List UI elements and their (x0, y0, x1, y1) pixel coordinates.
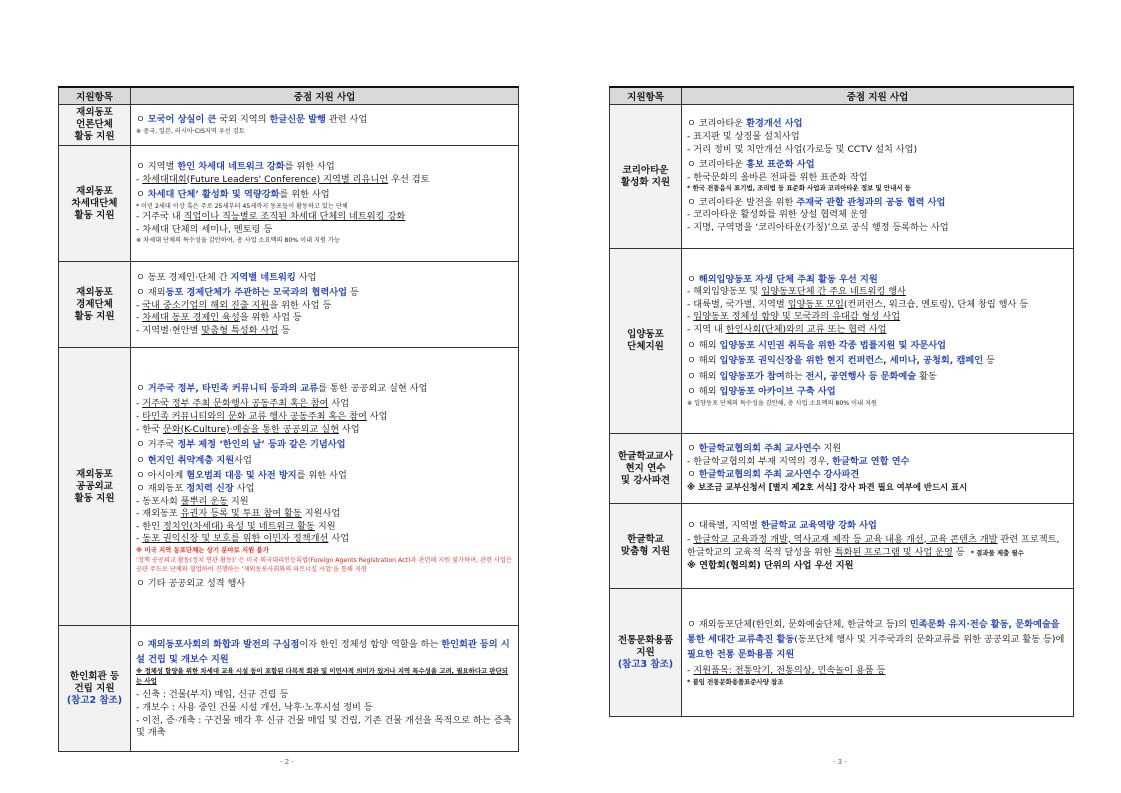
list-item: ㅇ 코리아타운 발전을 위한 주재국 관할 관청과의 공동 협력 사업 (687, 196, 946, 208)
row-content (131, 105, 519, 146)
list-item: - 지명, 구역명을 ‘코리아타운(가칭)’으로 공식 행정 등록하는 사업 (687, 222, 949, 234)
list-item: ㅇ 지역별 한인 차세대 네트워크 강화를 위한 사업 (136, 161, 335, 173)
note: ※ 보조금 교부신청서 [별지 제2호 서식] 강사 파견 필요 여부에 반드시 표시 (687, 482, 968, 493)
row-category: 재외동포 언론단체 활동 지원 (59, 105, 131, 146)
list-item: ㅇ 한글학교협의회 주최 교사연수 강사파견 (687, 468, 860, 480)
row-content (131, 348, 519, 626)
header-programs: 중점 지원 사업 (682, 87, 1074, 105)
support-table-right (609, 86, 1074, 717)
list-item: ㅇ 재외동포사회의 화합과 발전의 구심점이자 한인 정체성 함양 역할을 하는 한인회관 등의 시설 건립 및 개보수 지원 (136, 639, 510, 666)
header-category: 지원항목 (610, 87, 682, 105)
row-content (131, 262, 519, 348)
table-header (59, 87, 519, 105)
row-category: 전통문화용품 지원 (참고3 참조) (610, 589, 682, 717)
row-content (131, 146, 519, 262)
table-row (59, 105, 519, 146)
table-row (59, 626, 519, 752)
list-item: - 거주국 정부 주최 문화행사 공동주최 혹은 참여 사업 (136, 398, 350, 410)
row-category: 코리아타운 활성화 지원 (610, 105, 682, 249)
list-item: ㅇ 아시아계 혐오범죄 대응 및 사전 방지를 위한 사업 (136, 470, 347, 482)
note: * 한국 전통음식 표기법, 조리법 등 표준화 사업과 코리아타운 정보 및 안내서 등 (687, 184, 911, 193)
list-item: - 지원품목: 전통악기, 전통의상, 민속놀이 용품 등 (687, 665, 886, 677)
list-item: ㅇ 코리아타운 홍보 표준화 사업 (687, 159, 815, 171)
list-item: - 차세대 동포 경제인 육성을 위한 사업 등 (136, 312, 302, 324)
row-content (682, 105, 1074, 249)
list-item: - 표지판 및 상징물 설치사업 (687, 130, 800, 142)
row-content (682, 504, 1074, 589)
list-item: - 개보수 : 사용 중인 건물 시설 개선, 낙후·노후시설 정비 등 (136, 702, 373, 713)
list-item: - 코리아타운 활성화를 위한 상설 협력체 운영 (687, 209, 868, 221)
list-item: - 한글학교협의회 부재 지역의 경우, 한글학교 연합 연수 (687, 455, 910, 467)
list-item: - 한국문화의 올바른 전파를 위한 표준화 작업 (687, 171, 868, 183)
row-category: 재외동포 공공외교 활동 지원 (59, 348, 131, 626)
row-content (682, 434, 1074, 504)
list-item: - 지역 내 한인사회(단체)와의 교류 또는 협력 사업 (687, 323, 887, 335)
list-item: - 동포 권익신장 및 보호를 위한 이민자 정책개선 사업 (136, 533, 350, 545)
note: ※ 연합회(협의회) 단위의 사업 우선 지원 (687, 559, 854, 571)
list-item: ㅇ 동포 경제인·단체 간 지역별 네트워킹 사업 (136, 271, 317, 283)
list-item: - 타민족 커뮤니티와의 문화 교류 행사 공동주최 혹은 참여 사업 (136, 411, 388, 423)
list-item: - 지역별·현안별 맞춤형 특성화 사업 등 (136, 324, 290, 336)
list-item: - 한인 정치인(차세대) 육성 및 네트워크 활동 지원 (136, 520, 336, 532)
list-item: - 입양동포 정체성 함양 및 모국과의 유대감 형성 사업 (687, 311, 901, 323)
note: ※ 입양동포 단체의 특수성을 감안해, 총 사업 소요액의 80% 이내 지원 (687, 399, 877, 407)
list-item: - 동포사회 풀뿌리 운동 지원 (136, 495, 249, 507)
list-item: ㅇ 기타 공공외교 성격 행사 (136, 577, 246, 589)
table-row (59, 262, 519, 348)
note: ※ 정체성 함양을 위한 차세대 교육 시설 등이 포함된 다목적 회관 및 이민사적 의미가 있거나 지역 특수성을 고려, 필요하다고 판단되는 사업 (136, 667, 508, 685)
list-item: - 국내 중소기업의 해외 진출 지원을 위한 사업 등 (136, 299, 332, 311)
note: ※ 중국, 일본, 러시아·CIS지역 우선 검토 (136, 127, 245, 135)
page-2 (58, 86, 519, 752)
list-item: - 이전, 증·개축 : 구건물 매각 후 신규 건물 매입 및 건립, 기존 건물 개선을 목적으로 하는 증축 및 개축 (136, 714, 512, 739)
page-3 (609, 86, 1074, 717)
row-content (682, 589, 1074, 717)
list-item: ㅇ 해외 입양동포가 참여하는 전시, 공연행사 등 문화예술 활동 (687, 370, 937, 382)
note: ※ 차세대 단체의 특수성을 감안하여, 총 사업 소요액의 80% 이내 지원 가능 (136, 237, 340, 245)
list-item: - 신축 : 건물(부지) 매입, 신규 건립 등 (136, 689, 289, 701)
list-item: ㅇ 해외입양동포 자생 단체 주최 활동 우선 지원 (687, 273, 878, 285)
row-content (682, 249, 1074, 434)
list-item: - 한국 문화(K-Culture)·예술을 통한 공공외교 실현 사업 (136, 423, 360, 435)
row-category: 한글학교 맞춤형 지원 (610, 504, 682, 589)
row-category: 입양동포 단체지원 (610, 249, 682, 434)
table-header (610, 87, 1074, 105)
warning-note: ※ 미국 지역 동포단체는 상기 분야로 지원 불가 (136, 545, 269, 554)
row-category: 한인회관 등 건립 지원 (참고2 참조) (59, 626, 131, 752)
list-item: ㅇ 모국어 상실이 큰 국외 지역의 한글신문 발행 관련 사업 (136, 113, 368, 125)
row-category: 재외동포 경제단체 활동 지원 (59, 262, 131, 348)
list-item: ㅇ 해외 입양동포 시민권 취득을 위한 각종 법률지원 및 자문사업 (687, 339, 946, 351)
list-item: ㅇ 차세대 단체’ 활성화 및 역량강화를 위한 사업 (136, 189, 330, 201)
table-row (610, 105, 1074, 249)
table-row (610, 434, 1074, 504)
list-item: - 재외동포 유권자 등록 및 투표 참여 활동 지원사업 (136, 508, 341, 520)
table-row (59, 348, 519, 626)
note: * 이민 2세대 이상 혹은 주로 25세부터 45세까지 동포들이 활동하고 있는 단체 (136, 202, 348, 210)
note: * 붙임 전통문화용품표준사양 참조 (687, 678, 784, 686)
warning-detail: ‘정책 공공외교 활동(정치 연관 활동)’ 은 미국 외국대리인등록법(Foreign Agents Registration Act)과 관련해 지원 불가하며, 관련 사업은 공관 주도로 단체와 협업하여 진행하는 ‘재외동포사회와의 파트너십 사업’을 통해 지원 (136, 556, 512, 574)
table-row (59, 146, 519, 262)
row-content (131, 626, 519, 752)
list-item: ㅇ 대륙별, 지역별 한글학교 교육역량 강화 사업 (687, 519, 877, 531)
list-item: ㅇ 현지인 취약계층 지원사업 (136, 454, 252, 466)
table-row (610, 589, 1074, 717)
list-item: ㅇ 해외 입양동포 권익신장을 위한 현지 컨퍼런스, 세미나, 공청회, 캠페인 등 (687, 355, 995, 367)
list-item: - 차세대대회(Future Leaders' Conference) 지역별 리유니언 우선 검토 (136, 173, 430, 185)
list-item: ㅇ 해외 입양동포 아카이브 구축 사업 (687, 386, 836, 398)
list-item: ㅇ 거주국 정부, 타민족 커뮤니티 등과의 교류를 통한 공공외교 실현 사업 (136, 382, 428, 394)
row-category: 한글학교교사 현지 연수 및 강사파견 (610, 434, 682, 504)
list-item: - 한글학교 교육과정 개발, 역사교재 제작 등 교육 내용 개선, 교육 콘텐츠 개발 관련 프로젝트, 한글학교의 교육적 목적 달성을 위한 특화된 프로그램 및 사업 운영 등 * 결과물 제출 필수 (687, 533, 1060, 558)
table-row (610, 504, 1074, 589)
page-number: - 3 - (833, 758, 847, 766)
support-table-left (58, 86, 519, 752)
list-item: - 해외입양동포 및 입양동포단체 간 주요 네트워킹 행사 (687, 286, 907, 298)
table-row (610, 249, 1074, 434)
list-item: ㅇ 코리아타운 환경개선 사업 (687, 118, 803, 130)
page-number: - 2 - (280, 758, 294, 766)
list-item: ㅇ 재외동포 경제단체가 주관하는 모국과의 협력사업 등 (136, 287, 359, 299)
list-item: ㅇ 재외동포단체(한인회, 문화예술단체, 한글학교 등)의 민족문화 유지·전승 활동, 문화예술을 통한 세대간 교류촉진 활동(동포단체 행사 및 거주국과의 문화교류를 위한 공공외교 활동 등)에 필요한 전통 문화용품 지원 (687, 619, 1065, 661)
list-item: - 대륙별, 국가별, 지역별 입양동포 모임(컨퍼런스, 워크숍, 멘토링), 단체 창립 행사 등 (687, 298, 1029, 310)
list-item: ㅇ 한글학교협의회 주최 교사연수 지원 (687, 443, 842, 455)
list-item: ㅇ 재외동포 정치력 신장 사업 (136, 483, 255, 494)
list-item: - 거리 정비 및 치안개선 사업(가로등 및 CCTV 설치 사업) (687, 143, 918, 155)
header-category: 지원항목 (59, 87, 131, 105)
row-category: 재외동포 차세대단체 활동 지원 (59, 146, 131, 262)
header-programs: 중점 지원 사업 (131, 87, 519, 105)
list-item: - 차세대 단체의 세미나, 멘토링 등 (136, 223, 273, 235)
list-item: ㅇ 거주국 정부 제정 ‘한인의 날’ 등과 같은 기념사업 (136, 439, 346, 451)
list-item: - 거주국 내 직업이나 직능별로 조직된 차세대 단체의 네트워킹 강화 (136, 211, 406, 223)
